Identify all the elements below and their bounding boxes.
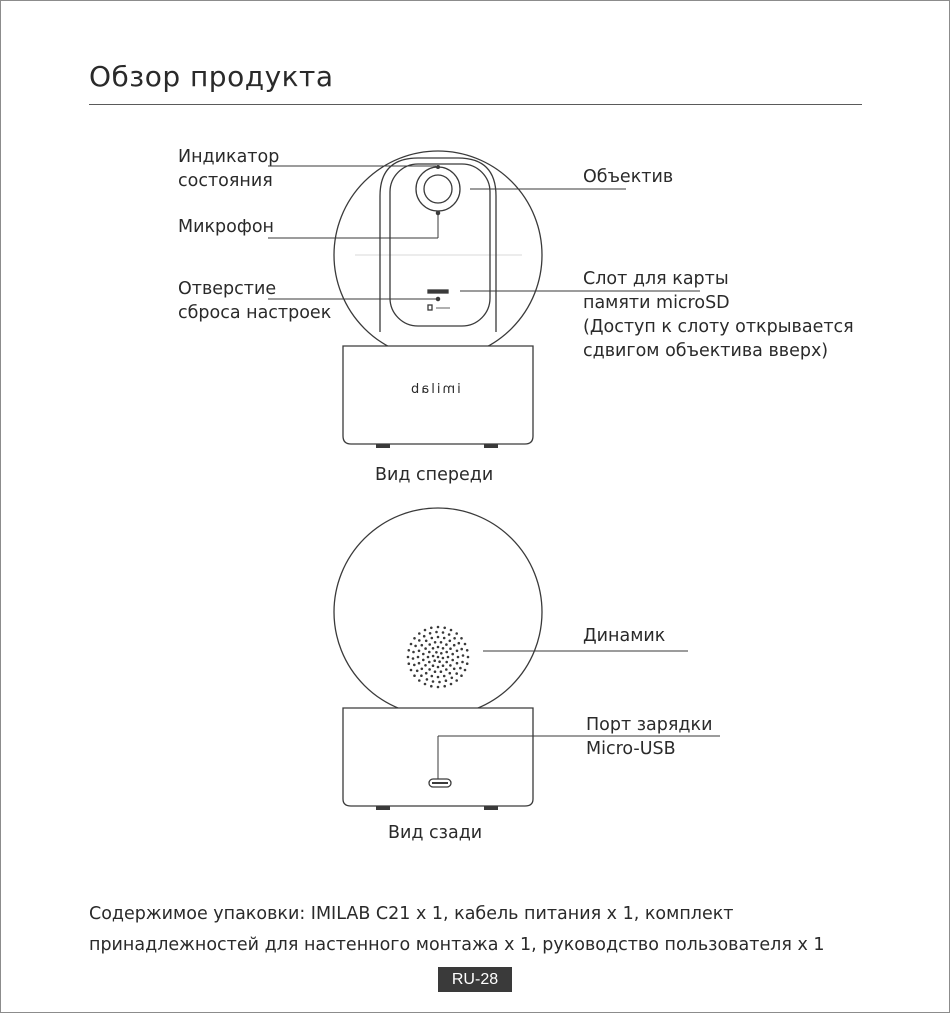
speaker-hole xyxy=(467,656,470,659)
label-microsd-slot: Слот для карты памяти microSD (Доступ к слоту открывается сдвигом объектива вверх) xyxy=(583,269,854,361)
speaker-hole xyxy=(432,664,435,667)
speaker-hole xyxy=(451,677,454,680)
speaker-hole xyxy=(442,631,445,634)
speaker-hole xyxy=(437,676,440,679)
speaker-hole xyxy=(426,678,429,681)
speaker-hole xyxy=(428,643,431,646)
rear-view-caption: Вид сзади xyxy=(388,823,483,843)
speaker-hole xyxy=(455,679,458,682)
speaker-hole xyxy=(418,639,421,642)
speaker-hole xyxy=(440,641,443,644)
speaker-hole xyxy=(445,651,448,654)
speaker-hole xyxy=(429,632,432,635)
speaker-hole xyxy=(453,668,456,671)
speaker-hole xyxy=(437,656,440,659)
speaker-hole xyxy=(421,644,424,647)
speaker-hole xyxy=(451,659,454,662)
speaker-hole xyxy=(442,647,445,650)
speaker-hole xyxy=(440,670,443,673)
speaker-hole xyxy=(445,679,448,682)
speaker-hole xyxy=(414,645,417,648)
page-number: RU-28 xyxy=(438,967,512,992)
speaker-hole xyxy=(443,637,446,640)
brand-logo: imilab xyxy=(409,382,461,397)
speaker-hole xyxy=(432,680,435,683)
speaker-hole xyxy=(421,668,424,671)
speaker-hole xyxy=(458,642,461,645)
speaker-hole xyxy=(461,661,464,664)
speaker-hole xyxy=(437,626,440,629)
speaker-hole xyxy=(449,664,452,667)
label-charging-port: Порт зарядки Micro-USB xyxy=(586,715,713,759)
speaker-hole xyxy=(455,672,458,675)
speaker-hole xyxy=(460,648,463,651)
speaker-hole xyxy=(408,662,411,665)
speaker-hole xyxy=(445,668,448,671)
speaker-hole xyxy=(435,651,438,654)
label-speaker: Динамик xyxy=(583,626,666,646)
speaker-hole xyxy=(445,643,448,646)
speaker-hole xyxy=(450,683,453,686)
page-title: Обзор продукта xyxy=(89,60,334,93)
speaker-hole xyxy=(428,661,431,664)
speaker-hole xyxy=(412,657,415,660)
speaker-hole xyxy=(427,656,430,659)
speaker-hole xyxy=(434,670,437,673)
speaker-hole xyxy=(438,660,441,663)
speaker-hole xyxy=(448,633,451,636)
speaker-hole xyxy=(435,631,438,634)
speaker-hole xyxy=(422,653,425,656)
speaker-hole xyxy=(407,656,410,659)
speaker-hole xyxy=(431,675,434,678)
speaker-hole xyxy=(456,650,459,653)
speaker-hole xyxy=(443,675,446,678)
label-lens: Объектив xyxy=(583,167,674,187)
speaker-hole xyxy=(425,672,428,675)
speaker-hole xyxy=(437,646,440,649)
speaker-hole xyxy=(460,637,463,640)
speaker-hole xyxy=(464,669,467,672)
speaker-hole xyxy=(449,647,452,650)
speaker-hole xyxy=(438,681,441,684)
speaker-hole xyxy=(428,651,431,654)
speaker-hole xyxy=(450,629,453,632)
speaker-hole xyxy=(424,683,427,686)
speaker-hole xyxy=(424,647,427,650)
speaker-hole xyxy=(456,662,459,665)
speaker-hole xyxy=(410,643,413,646)
speaker-hole xyxy=(408,649,411,652)
speaker-hole xyxy=(449,672,452,675)
speaker-hole xyxy=(428,668,431,671)
speaker-hole xyxy=(433,659,436,662)
label-microphone: Микрофон xyxy=(178,217,274,237)
speaker-hole xyxy=(423,635,426,638)
speaker-hole xyxy=(431,637,434,640)
speaker-hole xyxy=(440,652,443,655)
speaker-hole xyxy=(451,653,454,656)
package-contents: Содержимое упаковки: IMILAB C21 x 1, кабель питания x 1, комплект принадлежностей для настенного монтажа x 1, руководство пользователя x 1 xyxy=(89,904,825,955)
speaker-hole xyxy=(412,651,415,654)
speaker-hole xyxy=(413,637,416,640)
speaker-hole xyxy=(447,656,450,659)
speaker-hole xyxy=(424,629,427,632)
speaker-hole xyxy=(420,674,423,677)
label-reset-hole: Отверстие сброса настроек xyxy=(178,279,332,323)
speaker-hole xyxy=(430,685,433,688)
speaker-hole xyxy=(424,664,427,667)
front-view-caption: Вид спереди xyxy=(375,465,494,485)
speaker-hole xyxy=(413,664,416,667)
speaker-hole xyxy=(460,674,463,677)
label-status-indicator: Индикатор состояния xyxy=(178,147,280,191)
speaker-hole xyxy=(418,632,421,635)
speaker-hole xyxy=(430,627,433,630)
speaker-hole xyxy=(418,679,421,682)
speaker-hole xyxy=(466,649,469,652)
speaker-hole xyxy=(442,664,445,667)
speaker-hole xyxy=(457,656,460,659)
speaker-hole xyxy=(445,661,448,664)
speaker-hole xyxy=(432,647,435,650)
speaker-hole xyxy=(453,637,456,640)
speaker-hole xyxy=(432,655,435,658)
speaker-hole xyxy=(443,685,446,688)
speaker-hole xyxy=(455,632,458,635)
speaker-hole xyxy=(466,662,469,665)
speaker-hole xyxy=(425,640,428,643)
speaker-hole xyxy=(462,654,465,657)
speaker-hole xyxy=(417,656,420,659)
speaker-hole xyxy=(453,644,456,647)
speaker-hole xyxy=(416,670,419,673)
speaker-hole xyxy=(437,666,440,669)
speaker-hole xyxy=(418,662,421,665)
speaker-hole xyxy=(442,657,445,660)
speaker-hole xyxy=(418,650,421,653)
speaker-hole xyxy=(413,674,416,677)
speaker-hole xyxy=(437,636,440,639)
speaker-hole xyxy=(459,667,462,670)
speaker-hole xyxy=(434,641,437,644)
speaker-hole xyxy=(437,686,440,689)
speaker-hole xyxy=(422,659,425,662)
speaker-hole xyxy=(410,669,413,672)
speaker-hole xyxy=(443,627,446,630)
speaker-hole xyxy=(464,643,467,646)
speaker-hole xyxy=(449,640,452,643)
